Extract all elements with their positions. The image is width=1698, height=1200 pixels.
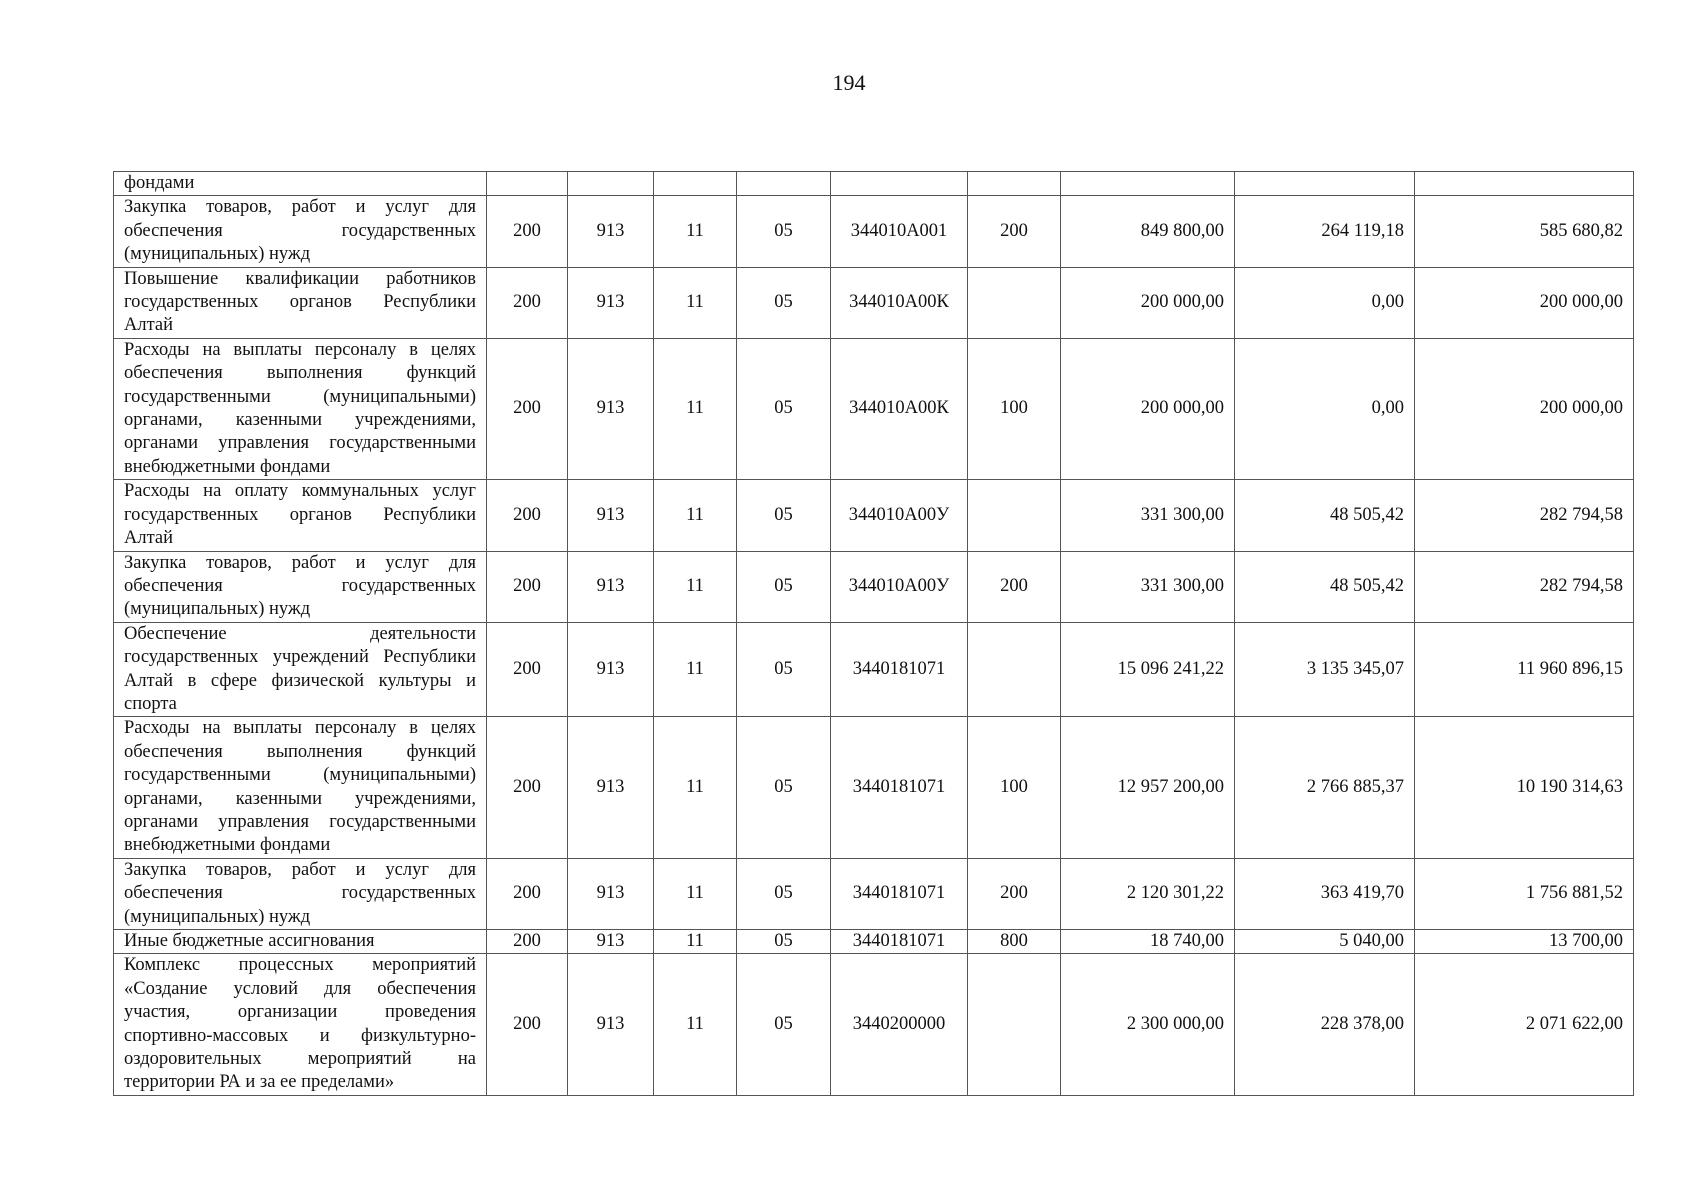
- code-cell: 3440181071: [831, 622, 968, 717]
- code-cell: [968, 954, 1061, 1095]
- code-cell: 344010A001: [831, 196, 968, 267]
- amount-cell: 331 300,00: [1061, 480, 1235, 551]
- code-cell: 913: [568, 551, 654, 622]
- code-cell: 3440181071: [831, 858, 968, 929]
- code-cell: 344010A00К: [831, 338, 968, 479]
- row-name-cell: Расходы на оплату коммунальных услуг государственных органов Республики Алтай: [114, 480, 487, 551]
- amount-cell: 2 120 301,22: [1061, 858, 1235, 929]
- budget-table: [113, 171, 1634, 1096]
- code-cell: [968, 172, 1061, 196]
- amount-cell: 331 300,00: [1061, 551, 1235, 622]
- table-body: [114, 172, 1634, 1096]
- amount-cell: 849 800,00: [1061, 196, 1235, 267]
- table-row: [114, 267, 1634, 338]
- code-cell: 200: [487, 267, 568, 338]
- amount-cell: [1415, 172, 1634, 196]
- amount-cell: 200 000,00: [1415, 267, 1634, 338]
- code-cell: 913: [568, 858, 654, 929]
- code-cell: 3440181071: [831, 717, 968, 858]
- page-number: 194: [832, 70, 866, 95]
- code-cell: 200: [487, 338, 568, 479]
- table-row: [114, 338, 1634, 479]
- code-cell: 11: [654, 338, 737, 479]
- code-cell: [737, 172, 831, 196]
- amount-cell: 5 040,00: [1235, 930, 1415, 954]
- amount-cell: 0,00: [1235, 338, 1415, 479]
- code-cell: 200: [968, 196, 1061, 267]
- table-row: [114, 858, 1634, 929]
- amount-cell: 18 740,00: [1061, 930, 1235, 954]
- row-name-cell: Расходы на выплаты персоналу в целях обеспечения выполнения функций государственными (муниципальными) органами, казенными учреждениями, органами управления государственными внебюджетными фондами: [114, 717, 487, 858]
- code-cell: 200: [968, 858, 1061, 929]
- amount-cell: 228 378,00: [1235, 954, 1415, 1095]
- row-name-cell: Обеспечение деятельности государственных учреждений Республики Алтай в сфере физической культуры и спорта: [114, 622, 487, 717]
- code-cell: 913: [568, 717, 654, 858]
- amount-cell: 200 000,00: [1415, 338, 1634, 479]
- row-name-cell: Закупка товаров, работ и услуг для обеспечения государственных (муниципальных) нужд: [114, 858, 487, 929]
- amount-cell: 2 071 622,00: [1415, 954, 1634, 1095]
- amount-cell: 13 700,00: [1415, 930, 1634, 954]
- amount-cell: 10 190 314,63: [1415, 717, 1634, 858]
- code-cell: 11: [654, 954, 737, 1095]
- code-cell: 200: [487, 480, 568, 551]
- table-row: [114, 172, 1634, 196]
- amount-cell: 15 096 241,22: [1061, 622, 1235, 717]
- row-name-cell: Закупка товаров, работ и услуг для обеспечения государственных (муниципальных) нужд: [114, 196, 487, 267]
- amount-cell: 3 135 345,07: [1235, 622, 1415, 717]
- table-row: [114, 480, 1634, 551]
- code-cell: 11: [654, 267, 737, 338]
- amount-cell: 2 766 885,37: [1235, 717, 1415, 858]
- code-cell: 11: [654, 551, 737, 622]
- amount-cell: 48 505,42: [1235, 551, 1415, 622]
- table-row: [114, 717, 1634, 858]
- code-cell: 913: [568, 338, 654, 479]
- code-cell: 200: [968, 551, 1061, 622]
- table-row: [114, 551, 1634, 622]
- code-cell: 3440181071: [831, 930, 968, 954]
- code-cell: 200: [487, 858, 568, 929]
- amount-cell: [1235, 172, 1415, 196]
- code-cell: 05: [737, 622, 831, 717]
- amount-cell: 264 119,18: [1235, 196, 1415, 267]
- code-cell: 913: [568, 267, 654, 338]
- code-cell: [968, 267, 1061, 338]
- amount-cell: 2 300 000,00: [1061, 954, 1235, 1095]
- code-cell: 05: [737, 954, 831, 1095]
- code-cell: 05: [737, 267, 831, 338]
- code-cell: 913: [568, 622, 654, 717]
- row-name-cell: Повышение квалификации работников государственных органов Республики Алтай: [114, 267, 487, 338]
- code-cell: 05: [737, 196, 831, 267]
- amount-cell: 200 000,00: [1061, 338, 1235, 479]
- code-cell: 200: [487, 717, 568, 858]
- row-name-cell: фондами: [114, 172, 487, 196]
- code-cell: 100: [968, 717, 1061, 858]
- table-row: [114, 954, 1634, 1095]
- row-name-cell: Закупка товаров, работ и услуг для обеспечения государственных (муниципальных) нужд: [114, 551, 487, 622]
- code-cell: 05: [737, 480, 831, 551]
- code-cell: [568, 172, 654, 196]
- code-cell: 11: [654, 480, 737, 551]
- amount-cell: 282 794,58: [1415, 551, 1634, 622]
- code-cell: 200: [487, 930, 568, 954]
- amount-cell: 12 957 200,00: [1061, 717, 1235, 858]
- table-row: [114, 622, 1634, 717]
- row-name-cell: Расходы на выплаты персоналу в целях обеспечения выполнения функций государственными (муниципальными) органами, казенными учреждениями, органами управления государственными внебюджетными фондами: [114, 338, 487, 479]
- code-cell: 05: [737, 858, 831, 929]
- code-cell: 100: [968, 338, 1061, 479]
- code-cell: 200: [487, 551, 568, 622]
- code-cell: 11: [654, 717, 737, 858]
- code-cell: 05: [737, 717, 831, 858]
- amount-cell: 0,00: [1235, 267, 1415, 338]
- code-cell: 344010A00У: [831, 551, 968, 622]
- code-cell: 913: [568, 480, 654, 551]
- row-name-cell: Комплекс процессных мероприятий «Создание условий для обеспечения участия, организации проведения спортивно-массовых и физкультурно-оздоровительных мероприятий на территории РА и за ее пределами»: [114, 954, 487, 1095]
- code-cell: 05: [737, 930, 831, 954]
- code-cell: 11: [654, 196, 737, 267]
- code-cell: 05: [737, 338, 831, 479]
- amount-cell: 200 000,00: [1061, 267, 1235, 338]
- code-cell: 11: [654, 622, 737, 717]
- code-cell: [487, 172, 568, 196]
- code-cell: 913: [568, 954, 654, 1095]
- code-cell: 11: [654, 858, 737, 929]
- code-cell: 344010A00К: [831, 267, 968, 338]
- code-cell: 05: [737, 551, 831, 622]
- code-cell: 344010A00У: [831, 480, 968, 551]
- amount-cell: [1061, 172, 1235, 196]
- code-cell: [831, 172, 968, 196]
- code-cell: 913: [568, 930, 654, 954]
- code-cell: 200: [487, 954, 568, 1095]
- amount-cell: 48 505,42: [1235, 480, 1415, 551]
- code-cell: [968, 622, 1061, 717]
- table-row: [114, 196, 1634, 267]
- code-cell: [654, 172, 737, 196]
- code-cell: 800: [968, 930, 1061, 954]
- row-name-cell: Иные бюджетные ассигнования: [114, 930, 487, 954]
- code-cell: 3440200000: [831, 954, 968, 1095]
- table-row: [114, 930, 1634, 954]
- code-cell: 913: [568, 196, 654, 267]
- amount-cell: 1 756 881,52: [1415, 858, 1634, 929]
- code-cell: 200: [487, 622, 568, 717]
- code-cell: 11: [654, 930, 737, 954]
- amount-cell: 585 680,82: [1415, 196, 1634, 267]
- amount-cell: 282 794,58: [1415, 480, 1634, 551]
- amount-cell: 11 960 896,15: [1415, 622, 1634, 717]
- amount-cell: 363 419,70: [1235, 858, 1415, 929]
- code-cell: 200: [487, 196, 568, 267]
- code-cell: [968, 480, 1061, 551]
